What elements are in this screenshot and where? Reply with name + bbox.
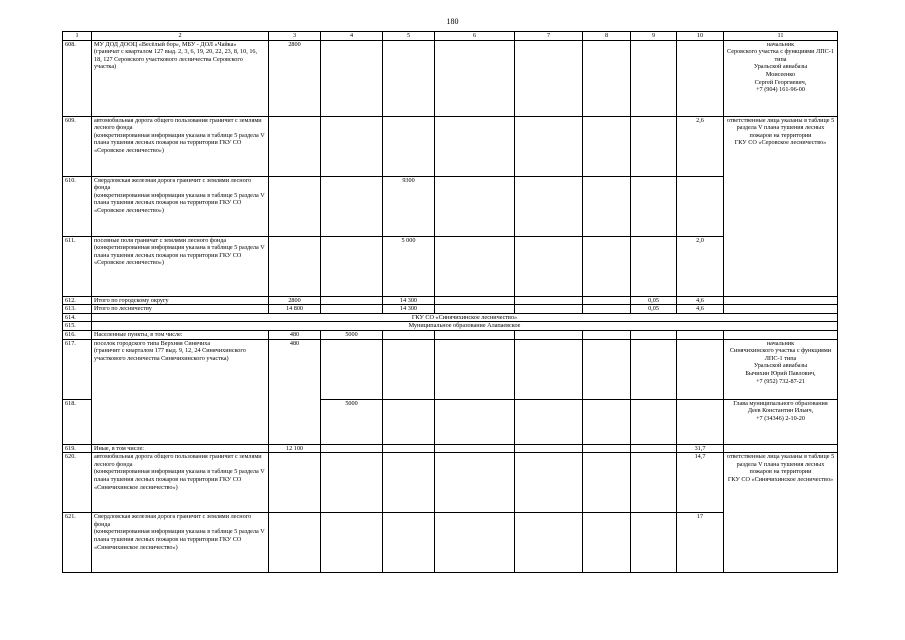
table-row	[63, 330, 838, 339]
row-number: 610.	[63, 176, 92, 236]
cell-c10: 4,6	[677, 296, 724, 305]
table-row	[63, 296, 838, 305]
cell-c3: 480	[269, 339, 321, 444]
col-header: 3	[269, 32, 321, 41]
table-row	[63, 339, 838, 399]
cell-c5: 5 000	[383, 236, 435, 296]
col-header: 9	[631, 32, 677, 41]
responsible-contact: Глава муниципального образования Деев Константин Ильич, +7 (34346) 2-10-20	[724, 399, 838, 444]
cell-c9: 0,05	[631, 305, 677, 314]
cell-c10: 4,6	[677, 305, 724, 314]
responsible-contact: начальник Серовского участка с функциями ЛПС-1 типа Уральской авиабазы Моисеенко Сергей Георгиевич, +7 (904) 161-96-00	[724, 40, 838, 116]
responsible-contact: ответственные лица указаны в таблице 5 раздела V плана тушения лесных пожаров на территории ГКУ СО «Серовское лесничество»	[724, 116, 838, 296]
table-row	[63, 176, 838, 236]
row-description: Свердловская железная дорога граничит с землями лесного фонда (конкретизированная информация указана в таблице 5 раздела V плана тушения лесных пожаров на территории ГКУ СО «Синячихинское лесничество»)	[92, 513, 269, 573]
cell-c3: 12 100	[269, 444, 321, 453]
cell-c5: 14 300	[383, 305, 435, 314]
cell-c10: 31,7	[677, 444, 724, 453]
cell-c10: 2,6	[677, 116, 724, 176]
section-title: ГКУ СО «Синячихинское лесничество»	[92, 313, 838, 322]
row-description: Населенные пункты, в том числе:	[92, 330, 269, 339]
col-header: 5	[383, 32, 435, 41]
col-header: 7	[515, 32, 583, 41]
cell-c4: 5000	[321, 330, 383, 339]
row-number: 621.	[63, 513, 92, 573]
section-row	[63, 322, 838, 331]
row-number: 619.	[63, 444, 92, 453]
table-row	[63, 513, 838, 573]
row-number: 609.	[63, 116, 92, 176]
section-title: Муниципальное образование Алапаевское	[92, 322, 838, 331]
row-number: 618.	[63, 399, 92, 444]
row-number: 615.	[63, 322, 92, 331]
row-number: 613.	[63, 305, 92, 314]
table-row	[63, 305, 838, 314]
col-header: 2	[92, 32, 269, 41]
row-description: Свердловская железная дорога граничит с землями лесного фонда (конкретизированная информация указана в таблице 5 раздела V плана тушения лесных пожаров на территории ГКУ СО «Серовское лесничество»)	[92, 176, 269, 236]
row-description: автомобильная дорога общего пользования граничит с землями лесного фонда (конкретизированная информация указана в таблице 5 раздела V плана тушения лесных пожаров на территории ГКУ СО «Синячихинское лесничество»)	[92, 453, 269, 513]
cell-c10: 17	[677, 513, 724, 573]
cell-c9: 0,05	[631, 296, 677, 305]
row-number: 616.	[63, 330, 92, 339]
table-row	[63, 453, 838, 513]
section-row	[63, 313, 838, 322]
row-description: поселок городского типа Верхняя Синячиха (граничит с кварталом 177 выд. 9, 12, 24 Синячихинского участкового лесничества Синячихинского участка)	[92, 339, 269, 444]
row-description: автомобильная дорога общего пользования граничит с землями лесного фонда (конкретизированная информация указана в таблице 5 раздела V плана тушения лесных пожаров на территории ГКУ СО «Серовское лесничество»)	[92, 116, 269, 176]
row-number: 612.	[63, 296, 92, 305]
row-number: 611.	[63, 236, 92, 296]
header-row	[63, 32, 838, 41]
col-header: 11	[724, 32, 838, 41]
cell-c3: 2800	[269, 40, 321, 116]
col-header: 1	[63, 32, 92, 41]
row-description: посевные поля граничат с землями лесного фонда (конкретизированная информация указана в таблице 5 раздела V плана тушения лесных пожаров на территории ГКУ СО «Серовское лесничество»)	[92, 236, 269, 296]
data-table	[62, 31, 838, 573]
row-description: Итого по городскому округу	[92, 296, 269, 305]
cell-c3: 14 800	[269, 305, 321, 314]
cell-c3: 480	[269, 330, 321, 339]
row-description: Итого по лесничеству	[92, 305, 269, 314]
cell-c4: 5000	[321, 399, 383, 444]
cell-c3: 2800	[269, 296, 321, 305]
row-description: Иные, в том числе:	[92, 444, 269, 453]
responsible-contact: начальник Синячихинского участка с функциями ЛПС-1 типа Уральской авиабазы Бычихин Юрий Павлович, +7 (952) 732-87-21	[724, 339, 838, 399]
responsible-contact: ответственные лица указаны в таблице 5 раздела V плана тушения лесных пожаров на территории ГКУ СО «Синячихинское лесничество»	[724, 453, 838, 573]
cell-c10: 2,0	[677, 236, 724, 296]
col-header: 6	[435, 32, 515, 41]
cell-c10: 14,7	[677, 453, 724, 513]
row-number: 608.	[63, 40, 92, 116]
table-row	[63, 236, 838, 296]
page-number: 180	[446, 17, 459, 26]
table-row	[63, 40, 838, 116]
col-header: 4	[321, 32, 383, 41]
table-row	[63, 444, 838, 453]
row-number: 614.	[63, 313, 92, 322]
row-description: МУ ДОД ДООЦ «Весёлый бор», МБУ - ДОЛ «Чайка» (граничат с кварталом 127 выд. 2, 3, 6, 19, 20, 22, 23, 8, 10, 16, 18, 127 Серовского участкового лесничества Серовского участка)	[92, 40, 269, 116]
cell-c5: 9300	[383, 176, 435, 236]
row-number: 617.	[63, 339, 92, 399]
table-row	[63, 116, 838, 176]
row-number: 620.	[63, 453, 92, 513]
cell-c5: 14 300	[383, 296, 435, 305]
col-header: 8	[583, 32, 631, 41]
col-header: 10	[677, 32, 724, 41]
